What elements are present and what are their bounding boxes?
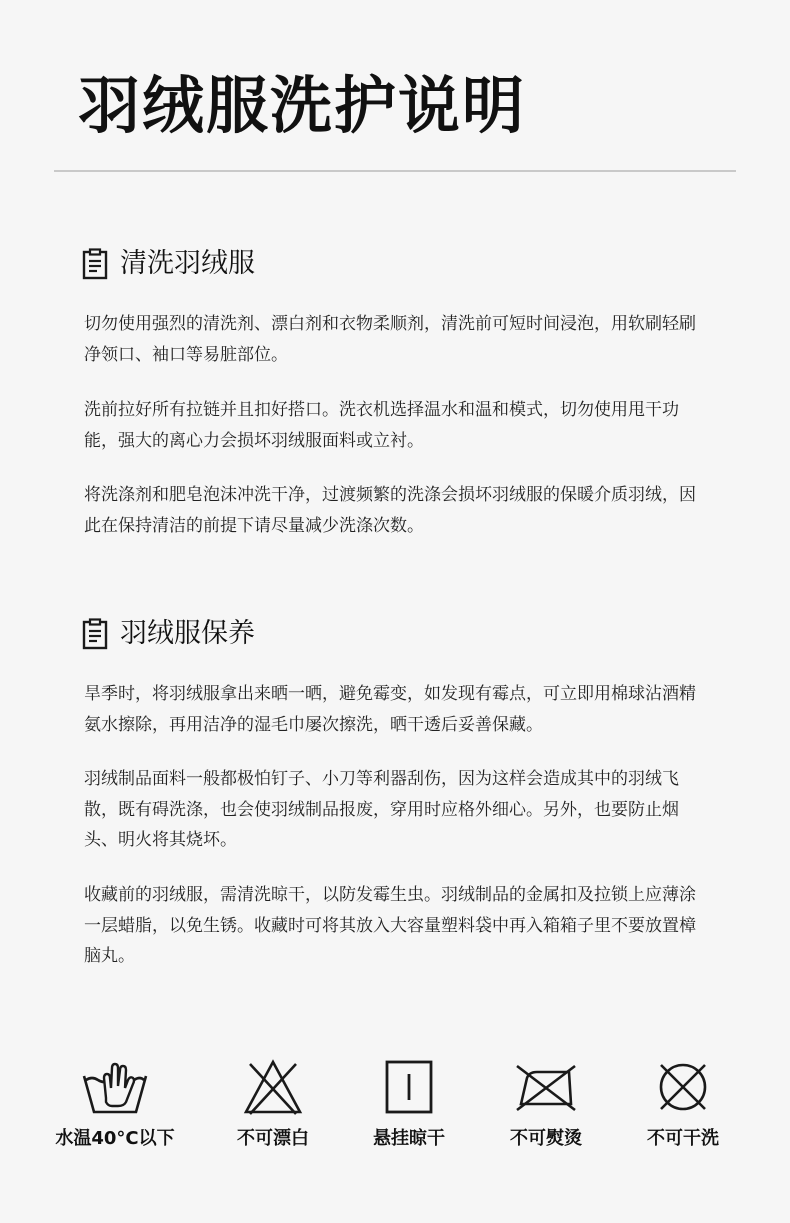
clipboard-icon [82,248,108,280]
paragraph: 收藏前的羽绒服，需清洗晾干，以防发霉生虫。羽绒制品的金属扣及拉锁上应薄涂一层蜡脂，以免生锈。收藏时可将其放入大容量塑料袋中再入箱箱子里不要放置樟脑丸。 [84,885,696,966]
care-symbol-no-iron [476,1058,616,1152]
paragraph: 洗前拉好所有拉链并且扣好搭口。洗衣机选择温水和温和模式，切勿使用甩干功能，强大的离心力会损坏羽绒服面料或立衬。 [84,400,679,451]
hang-dry-icon [374,1058,444,1118]
care-symbol-hand-wash [45,1058,185,1152]
care-label: 水温40°C以下 [55,1128,175,1149]
care-symbol-hang-dry [339,1058,479,1152]
title-divider [54,170,736,172]
hand-wash-icon [80,1058,150,1118]
paragraph: 切勿使用强烈的清洗剂、漂白剂和衣物柔顺剂，清洗前可短时间浸泡，用软刷轻刷净领口、袖口等易脏部位。 [84,314,696,365]
section-heading-text: 羽绒服保养 [120,618,255,649]
no-dry-clean-icon [648,1058,718,1118]
section-heading-care [82,616,255,652]
care-label: 不可干洗 [647,1128,719,1149]
care-label: 不可漂白 [237,1128,309,1149]
clipboard-icon [82,618,108,650]
paragraph: 将洗涤剂和肥皂泡沫冲洗干净，过渡频繁的洗涤会损坏羽绒服的保暖介质羽绒，因此在保持清洁的前提下请尽量减少洗涤次数。 [84,485,696,536]
paragraph: 羽绒制品面料一般都极怕钉子、小刀等利器刮伤，因为这样会造成其中的羽绒飞散，既有碍洗涤，也会使羽绒制品报废，穿用时应格外细心。另外，也要防止烟头、明火将其烧坏。 [84,769,679,850]
care-label: 悬挂晾干 [373,1128,445,1149]
paragraph: 旱季时，将羽绒服拿出来晒一晒，避免霉变，如发现有霉点，可立即用棉球沾酒精氨水擦除，再用洁净的湿毛巾屡次擦洗，晒干透后妥善保藏。 [84,684,696,735]
care-symbol-no-dry-clean [613,1058,753,1152]
no-iron-icon [511,1058,581,1118]
page-title: 羽绒服洗护说明 [78,69,527,142]
care-symbol-no-bleach [203,1058,343,1152]
section-heading-text: 清洗羽绒服 [120,248,255,279]
care-label: 不可熨烫 [510,1128,582,1149]
no-bleach-icon [238,1058,308,1118]
section-heading-washing [82,246,255,282]
